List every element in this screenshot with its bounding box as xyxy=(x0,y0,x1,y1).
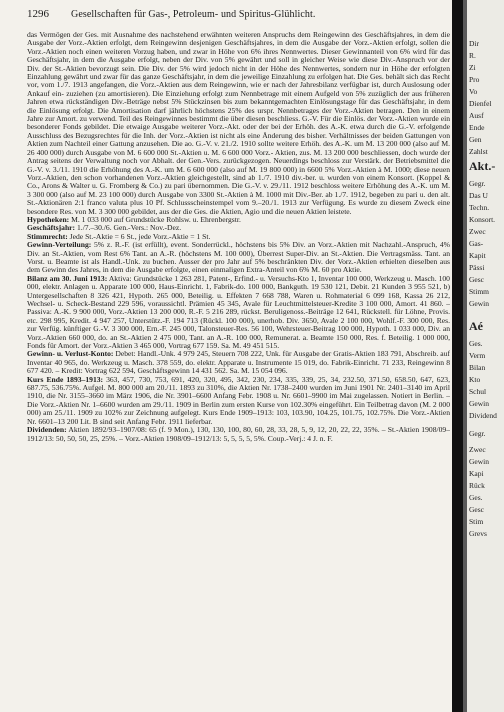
facing-page-text: Kapit xyxy=(469,251,486,260)
facing-page-text: Gewin xyxy=(469,399,489,408)
paragraph-lead: Gewinn-Verteilung: xyxy=(27,240,92,250)
facing-page-text: Kapi xyxy=(469,469,484,478)
paragraph-lead: Dividenden: xyxy=(27,425,67,435)
paragraph-lead: Geschäftsjahr: xyxy=(27,223,76,233)
facing-page-text: Akt.- xyxy=(469,159,496,173)
paragraph-text: M. 1 033 000 auf Grundstücke Rohlsw. u. Ehrenbergstr. xyxy=(69,214,241,224)
facing-page-text: Vo xyxy=(469,87,478,96)
facing-page-text: Zi xyxy=(469,63,476,72)
paragraph-text: 5% z. R.-F. (ist erfüllt), event. Sonderrückl., höchstens bis 5% Div. an Vorz.-Aktien mit Nachzahl.-Anspruch, 4% Div. an St.-Aktien, vom Rest 6% Tant. an A.-R. (höchstens M. 100 000), Überrest Super-Div. an St.-Aktien. Die Vertragsmäss. Tant. an Vorst. u. Beamte ist als Handl.-Unk. zu buchen. Ausser der pro Jahr auf 5% beschränkten Div. der Vorz.-Aktien erhielten dieselben aus dem Gewinn des Jahres, in dem die Ausgabe erfolgte, einen einmaligen Extra-Anteil von 6% M. 60 pro Aktie. xyxy=(27,240,450,275)
facing-page-text: Bilan xyxy=(469,363,486,372)
article-body xyxy=(27,31,450,712)
facing-page-text: Pro xyxy=(469,75,480,84)
facing-page-text: Pässi xyxy=(469,263,485,272)
facing-page-text: Das U xyxy=(469,191,488,200)
facing-page-text: Kto xyxy=(469,375,481,384)
facing-page-text: Zwec xyxy=(469,445,486,454)
paragraph-lead: Kurs Ende 1893–1913: xyxy=(27,374,104,384)
facing-page-text: Gewin xyxy=(469,299,489,308)
paragraph xyxy=(27,350,450,375)
facing-page-text: Zwec xyxy=(469,227,486,236)
facing-page-text: Zahlst xyxy=(469,147,488,156)
paragraph-lead: Gewinn- u. Verlust-Konto: xyxy=(27,349,114,359)
facing-page-text: Ges. xyxy=(469,339,483,348)
paragraph xyxy=(27,31,450,216)
facing-page-text: R. xyxy=(469,51,476,60)
facing-page-text: Ausf xyxy=(469,111,484,120)
facing-page-text: Schul xyxy=(469,387,487,396)
facing-page-text: Gesc xyxy=(469,275,484,284)
book-gutter-shadow xyxy=(452,0,463,712)
paragraph-lead: Hypotheken: xyxy=(27,214,70,224)
page-header xyxy=(27,8,447,22)
facing-page-text: Konsort. xyxy=(469,215,496,224)
facing-page-text: Dir xyxy=(469,39,479,48)
facing-page-text: Gegr. xyxy=(469,179,486,188)
facing-page-text: Dividend xyxy=(469,411,497,420)
paragraph-text: Aktiva: Grundstücke 1 263 281, Patent-, Erfind.- u. Versuchs-Kto 1, Inventar 100 000, Werkzeug u. Masch. 100 000, elektr. Anlagen u. Apparate 100 000, Haus-Einricht. 1, Fabrik-do. 100 000, Bankguth. 19 530 121, Debit. 21 Kunden 3 955 521, b) Untergesellschaften 8 326 421, Hypoth. 265 000, Beteilig. u. Effekten 7 668 788, Waren u. Rohmaterial 6 099 168, Kassa 26 212, Wechsel- u. Scheck-Bestand 229 596, voraussichtl. Prämien 45 345, Avale für Leuchtmittelsteuer-Kredite 3 100 000, Amort. 41 860. – Passiva: A.-K. 9 900 000, Vorz.-Aktien 13 200 000, R.-F. 5 216 289, rückst. Beruligenoss.-Beiträge 12 641, Rückstell. für Löhne, Provis. etc. 298 995, Kredit. 4 947 257, Unterstütz.-F. 194 713 (Rückl. 100 000), unerhob. Div. 3650, Avale 2 100 000, Wohlf.-F. 300 000, Res. zur Verfüg. künftiger G.-V. 3 300 000, Ern.-F. 245 000, Talonsteuer-Res. 56 100, Wehrsteuer-Beitrag 100 000, Hypoth. 1 033 000, Div. an Vorz.-Aktien 660 000, do. an St.-Aktien 2 475 000, Tant. an A.-R. 100 000, Remunerat. a. Beamte 150 000, Res. f. Beteilig. 1 000 000, Fonds für Amort. der Vorz.-Aktien 3 465 000, Vortrag 677 159. Sa. M. 49 451 515. xyxy=(27,273,450,351)
paragraph-text: Aktien 1892/93–1907/08: 65 (f. 9 Mon.), 130, 130, 100, 80, 60, 28, 33, 28, 5, 9, 12, 20, 22, 22, 35%. – St.-Aktien 1908/09–1912/13: 50, 50, 50, 25, 25%. – Vorz.-Aktien 1908/09–1912/13: 5, 5, 5, 5, 5%. Coup.-Verj.: 4 J. n. F. xyxy=(27,425,450,443)
paragraph-text: das Vermögen der Ges. mit Ausnahme des nachstehend erwähnten weiteren Anspruchs dem Reingewinn des Geschäftsjahres, in dem die Ausgabe der Vorz.-Aktien erfolgt, dem Reingewinn desjenigen Geschäftsjahres, in dem die Ausgabe der Vorz.-Aktien erfolgt, sollen die Vorz.-Aktien noch einen weiteren Vorzug haben, und zwar in Höhe von 6% ihres Nennwertes. Dieser Gewinnanteil von 6% wird für das Geschäftsjahr, in dem die Ausgabe erfolgt, neben der Div. von 5% gewährt und soll in gleicher Weise wie diese Div.-Anspruch vor der Div. der St.-Aktien bevorzugt sein. Die Div. der 5% wird jedoch nicht in der Höhe des Nennwertes, sondern nur in Höhe der erfolgten Einzahlung gewährt und zwar für das ganze Geschäftsjahr, in dem die jeweilige Einzahlung zu erfolgen hat. Die Ges. behält sich das Recht vor, vom 1./7. 1913 angefangen, die Vorz.-Aktien aus dem Reingewinn, wie er nach der Jahresbilanz verfügbar ist, durch Auslosung oder Ankauf ein- zuziehen (zu amortisieren). Die Einziehung erfolgt zum Nennbetrage mit einem Aufgeld von 5% zuzüglich der aus früheren Jahren etwa rückständigen Div.-Beträge nebst 5% Stückzinsen bis zum bekanntgemachten Einlösungstage für das Geschäftsjahr, in dem die Einlösung erfolgt. Die Amortisation darf jährlich höchstens 25% des urspr. Nennbetrages der Vorz.-Aktien betragen. Den in einem Jahre zur Amort. zu verwend. Teil des Reingewinnes bestimmt die über diesen beschliess. G.-V. Für die Einlös. der Vorz.-Aktien wurde ein besonderer Fonds gebildet. Die etwaige Ausgabe weiterer Vorz.-Akt. oder der bei der Erhöh. des A.-K. etwa durch die G.-V. erfolgende Ausschluss des Bezugsrechtes für die Inh. der Vorz.-Aktien ist nicht als eine Änderung des bisher. Verhältnisses der beiden Gattungen von Aktien zum Nachteil einer Gattung anzusehen. Die ao. G.-V. v. 21./2. 1910 sollte weitere Erhöh. des A.-K. um M. 13 200 000 (also auf M. 26 400 000) durch Ausgabe von M. 6 600 000 St.-Aktien u. M. 6 600 000 Vorz.- Aktien, zus. M. 13 200 000 beschliessen, doch wurde der Antrag seitens der Verwaltung noch vor Abhalt. der Gen.-Vers. zurückgezogen. Neuerdings beschloss zur Verstärk. der Betriebsmittel die G.-V. v. 3./11. 1910 die Erhöhung des A.-K. um M. 6 600 000 (also auf M. 19 800 000) in 6600 5% Vorz.-Aktien à M. 1000; diese neuen Vorz.-Aktien, den schon vorhandenen Vorz.-Aktien gleichgestellt, sind ab 1./7. 1910 div.-ber. u. wurden von einem Konsort. (Koppel & Co., Arons & Walter u. G. Fromberg & Co.) zu pari übernommen. Die G.-V. v. 29./11. 1912 beschloss weitere Erhöhung des A.-K. um M. 3 300 000 (also auf M. 23 100 000) durch Ausgabe von 3300 St.-Aktien à M. 1000 mit Div.-Ber. ab 1./7. 1912, begeben zu pari u. den alt. St.-Aktionären 2:1 franco valuta plus 10 Pf. Schlussscheinstempel vom 9.–20./1. 1913 zur Verfügung. Es wurde zu diesem Zweck eine besondere Res. von M. 3 300 000 gebildet, aus der die Ges. die Aktien, Agio und die neuen Aktien leistete. xyxy=(27,31,450,216)
paragraph xyxy=(27,376,450,426)
facing-page-text: Gegr. xyxy=(469,429,486,438)
paragraph-lead: Stimmrecht: xyxy=(27,231,68,241)
facing-page-text: Ges. xyxy=(469,493,483,502)
facing-page-fragment xyxy=(467,0,504,712)
facing-page-text: Rück xyxy=(469,481,485,490)
facing-page-text: Aé xyxy=(469,319,483,333)
facing-page-text: Ende xyxy=(469,123,485,132)
facing-page-text: Grevs xyxy=(469,529,487,538)
facing-page-text: Gen xyxy=(469,135,482,144)
paragraph xyxy=(27,426,450,443)
paragraph-text: Debet: Handl.-Unk. 4 979 245, Steuern 708 222, Unk. für Ausgabe der Gratis-Aktien 183 791, Abschreib. auf Inventar 40 965, do. Werkzeug u. Masch. 378 559, do. elektr. Apparate u. Instrumente 15 019, do. Fabrik-Einricht. 71 233, Reingewinn 8 677 420. – Kredit: Vortrag 622 594, Geschäftsgewinn 14 431 562. Sa. M. 15 054 096. xyxy=(27,349,450,376)
paragraph xyxy=(27,275,450,351)
paragraph-lead: Bilanz am 30. Juni 1913: xyxy=(27,273,108,283)
facing-page-text: Techn. xyxy=(469,203,490,212)
paragraph-text: 1./7.–30./6. Gen.-Vers.: Nov.-Dez. xyxy=(75,223,182,233)
page-number: 1296 xyxy=(27,8,49,20)
facing-page-text: Stim xyxy=(469,517,484,526)
facing-page-text: Stimm xyxy=(469,287,490,296)
paragraph xyxy=(27,241,450,275)
paragraph-text: Jede St.-Aktie = 6 St., jede Vorz.-Aktie = 1 St. xyxy=(67,231,211,241)
facing-page-text: Gewin xyxy=(469,457,489,466)
running-title: Gesellschaften für Gas-, Petroleum- und Spiritus-Glühlicht. xyxy=(71,9,316,20)
paragraph-text: 363, 457, 730, 753, 691, 420, 320, 495, 342, 230, 234, 335, 339, 25, 34, 232.50, 371.50, 658.50, 647, 623, 687.75, 536.75%. Aufgel. M. 800 000 am 20./11. 1893 zu 310%, die Aktien Nr. 1738–2400 wurden im Juni 1901 Nr. 2401–3140 im April 1910, die Nr. 3155–3660 im März 1906, die Nr. 3901–6600 Anfang Febr. 1908 u. Nr. 6601–9900 im Mai zugelassen. Notiert in Berlin. – Die Vorz.-Aktien Nr. 1–6600 wurden am 29./11. 1909 in Berlin zum ersten Kurse von 102.30% eingeführt. Ein Teilbetrag davon (M. 2 000 000) am 25./11. 1909 zu 102% zur Zeichnung aufgelegt. Kurs Ende 1909–1913: 103, 103.90, 104.25, 101.75, 102.75%. Die Vorz.-Aktien Nr. 6601–13 200 Lit. B sind seit Anfang Febr. 1911 lieferbar. xyxy=(27,374,450,426)
facing-page-text: Dienfel xyxy=(469,99,492,108)
facing-page-text: Gesc xyxy=(469,505,484,514)
facing-page-text: Verm xyxy=(469,351,486,360)
facing-page-text: Gas- xyxy=(469,239,484,248)
